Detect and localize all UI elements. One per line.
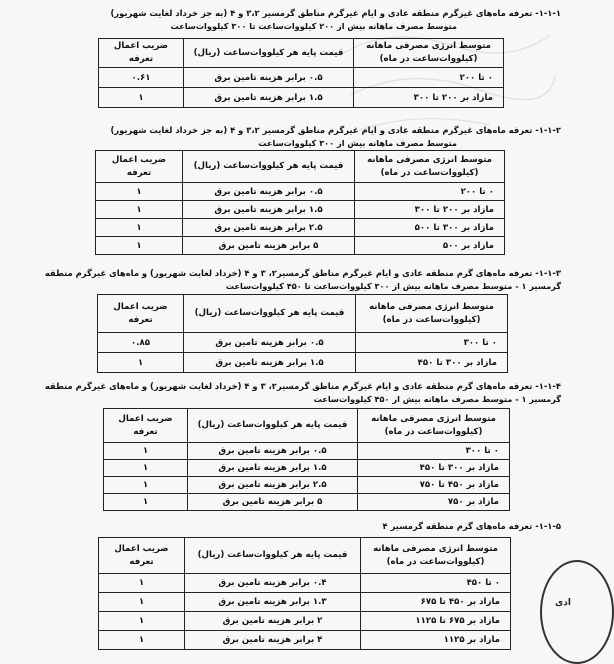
table-row — [104, 477, 510, 494]
header-coefficient: ضریب اعمال تعرفه — [98, 295, 184, 333]
cell-price: ۱.۵ برابر هزینه تامین برق — [188, 460, 358, 477]
table-header-row — [104, 409, 510, 443]
table-header-row — [99, 538, 511, 574]
cell-price: ۰.۴ برابر هزینه تامین برق — [185, 574, 361, 593]
header-price: قیمت پایه هر کیلووات‌ساعت (ریال) — [185, 538, 361, 574]
cell-coefficient: ۰.۸۵ — [98, 333, 184, 353]
table-header-row — [98, 295, 508, 333]
cell-coefficient: ۰.۶۱ — [99, 68, 184, 88]
table-row — [99, 68, 504, 88]
cell-price: ۱.۵ برابر هزینه تامین برق — [184, 353, 356, 373]
section-2-title: ۱-۱-۲- تعرفه ماه‌های غیرگرم منطقه عادی و ایام غیرگرم مناطق گرمسیر ۳،۲ و ۴ (به جز خرداد لغایت شهریور) — [110, 125, 561, 135]
cell-coefficient: ۱ — [99, 612, 185, 631]
header-coefficient: ضریب اعمال تعرفه — [104, 409, 188, 443]
cell-usage: مازاد بر ۳۰۰ تا ۴۵۰ — [356, 353, 508, 373]
table-row — [96, 219, 505, 237]
cell-usage: ۰ تا ۳۰۰ — [356, 333, 508, 353]
header-coefficient: ضریب اعمال تعرفه — [99, 538, 185, 574]
cell-price: ۰.۵ برابر هزینه تامین برق — [188, 443, 358, 460]
header-usage: متوسط انرژی مصرفی ماهانه (کیلووات‌ساعت در ماه) — [355, 151, 505, 183]
cell-usage: ۰ تا ۲۰۰ — [354, 68, 504, 88]
table-row — [104, 494, 510, 511]
cell-coefficient: ۱ — [98, 353, 184, 373]
table-row — [99, 631, 511, 650]
cell-price: ۵ برابر هزینه تامین برق — [183, 237, 355, 255]
section-5-table — [98, 537, 511, 650]
cell-coefficient: ۱ — [104, 460, 188, 477]
header-price: قیمت پایه هر کیلووات‌ساعت (ریال) — [184, 295, 356, 333]
table-row — [98, 333, 508, 353]
header-price: قیمت پایه هر کیلووات‌ساعت (ریال) — [183, 151, 355, 183]
cell-usage: ۰ تا ۴۵۰ — [361, 574, 511, 593]
cell-coefficient: ۱ — [104, 477, 188, 494]
cell-usage: مازاد بر ۴۵۰ تا ۶۷۵ — [361, 593, 511, 612]
cell-usage: مازاد بر ۳۰۰ تا ۵۰۰ — [355, 219, 505, 237]
cell-coefficient: ۱ — [96, 201, 183, 219]
cell-coefficient: ۱ — [96, 237, 183, 255]
cell-price: ۵ برابر هزینه تامین برق — [188, 494, 358, 511]
cell-coefficient: ۱ — [99, 631, 185, 650]
cell-coefficient: ۱ — [96, 219, 183, 237]
section-4-subtitle: گرمسیر ۱ - متوسط مصرف ماهانه بیش از ۴۵۰ کیلووات‌ساعت — [313, 394, 561, 404]
header-usage: متوسط انرژی مصرفی ماهانه (کیلووات‌ساعت در ماه) — [361, 538, 511, 574]
header-usage: متوسط انرژی مصرفی ماهانه (کیلووات‌ساعت در ماه) — [358, 409, 510, 443]
header-price: قیمت پایه هر کیلووات‌ساعت (ریال) — [188, 409, 358, 443]
cell-usage: مازاد بر ۲۰۰ تا ۳۰۰ — [354, 88, 504, 108]
cell-price: ۱.۳ برابر هزینه تامین برق — [185, 593, 361, 612]
cell-coefficient: ۱ — [99, 574, 185, 593]
cell-usage: ۰ تا ۳۰۰ — [358, 443, 510, 460]
header-usage: متوسط انرژی مصرفی ماهانه (کیلووات‌ساعت در ماه) — [354, 39, 504, 68]
section-3-subtitle: گرمسیر ۱ - متوسط مصرف ماهانه بیش از ۳۰۰ کیلووات‌ساعت تا ۴۵۰ کیلووات‌ساعت — [225, 281, 561, 291]
cell-coefficient: ۱ — [104, 494, 188, 511]
cell-coefficient: ۱ — [96, 183, 183, 201]
table-row — [104, 443, 510, 460]
section-5-title: ۱-۱-۵- تعرفه ماه‌های گرم منطقه گرمسیر ۴ — [382, 521, 561, 531]
cell-usage: مازاد بر ۴۵۰ تا ۷۵۰ — [358, 477, 510, 494]
header-coefficient: ضریب اعمال تعرفه — [99, 39, 184, 68]
section-1-table — [98, 38, 504, 108]
section-3-table — [97, 294, 508, 373]
table-row — [96, 183, 505, 201]
cell-price: ۱.۵ برابر هزینه تامین برق — [183, 201, 355, 219]
section-4-table — [103, 408, 510, 511]
section-2-table — [95, 150, 505, 255]
table-row — [99, 574, 511, 593]
table-row — [98, 353, 508, 373]
header-usage: متوسط انرژی مصرفی ماهانه (کیلووات‌ساعت در ماه) — [356, 295, 508, 333]
cell-usage: مازاد بر ۷۵۰ — [358, 494, 510, 511]
cell-coefficient: ۱ — [104, 443, 188, 460]
cell-coefficient: ۱ — [99, 88, 184, 108]
cell-usage: مازاد بر ۳۰۰ تا ۴۵۰ — [358, 460, 510, 477]
section-4-title: ۱-۱-۴- تعرفه ماه‌های گرم منطقه عادی و ایام غیرگرم مناطق گرمسیر۲، ۳ و ۴ (خرداد لغایت شهریور) و ماه‌های غیرگرم منطقه — [44, 381, 561, 391]
cell-price: ۴ برابر هزینه تامین برق — [185, 631, 361, 650]
header-coefficient: ضریب اعمال تعرفه — [96, 151, 183, 183]
table-row — [99, 593, 511, 612]
header-price: قیمت پایه هر کیلووات‌ساعت (ریال) — [184, 39, 354, 68]
cell-price: ۲.۵ برابر هزینه تامین برق — [188, 477, 358, 494]
cell-coefficient: ۱ — [99, 593, 185, 612]
cell-price: ۲ برابر هزینه تامین برق — [185, 612, 361, 631]
section-2-subtitle: متوسط مصرف ماهانه بیش از ۳۰۰ کیلووات‌ساعت — [258, 138, 457, 148]
cell-usage: مازاد بر ۵۰۰ — [355, 237, 505, 255]
table-row — [104, 460, 510, 477]
table-row — [99, 612, 511, 631]
cell-usage: مازاد بر ۶۷۵ تا ۱۱۲۵ — [361, 612, 511, 631]
table-row — [99, 88, 504, 108]
section-1-title: ۱-۱-۱- تعرفه ماه‌های غیرگرم منطقه عادی و ایام غیرگرم مناطق گرمسیر ۳،۲ و ۴ (به جز خرداد لغایت شهریور) — [110, 8, 561, 18]
cell-price: ۰.۵ برابر هزینه تامین برق — [184, 68, 354, 88]
table-header-row — [96, 151, 505, 183]
table-row — [96, 237, 505, 255]
cell-price: ۲.۵ برابر هزینه تامین برق — [183, 219, 355, 237]
cell-price: ۰.۵ برابر هزینه تامین برق — [183, 183, 355, 201]
stamp-text: ادی — [555, 598, 571, 608]
table-row — [96, 201, 505, 219]
cell-usage: مازاد بر ۲۰۰ تا ۳۰۰ — [355, 201, 505, 219]
table-header-row — [99, 39, 504, 68]
cell-usage: مازاد بر ۱۱۲۵ — [361, 631, 511, 650]
section-3-title: ۱-۱-۳- تعرفه ماه‌های گرم منطقه عادی و ایام غیرگرم مناطق گرمسیر۲، ۳ و ۴ (خرداد لغایت شهریور) و ماه‌های غیرگرم منطقه — [44, 268, 561, 278]
section-1-subtitle: متوسط مصرف ماهانه بیش از ۲۰۰ کیلووات‌ساعت تا ۳۰۰ کیلووات‌ساعت — [170, 21, 457, 31]
cell-usage: ۰ تا ۲۰۰ — [355, 183, 505, 201]
cell-price: ۰.۵ برابر هزینه تامین برق — [184, 333, 356, 353]
cell-price: ۱.۵ برابر هزینه تامین برق — [184, 88, 354, 108]
official-stamp — [540, 560, 614, 664]
